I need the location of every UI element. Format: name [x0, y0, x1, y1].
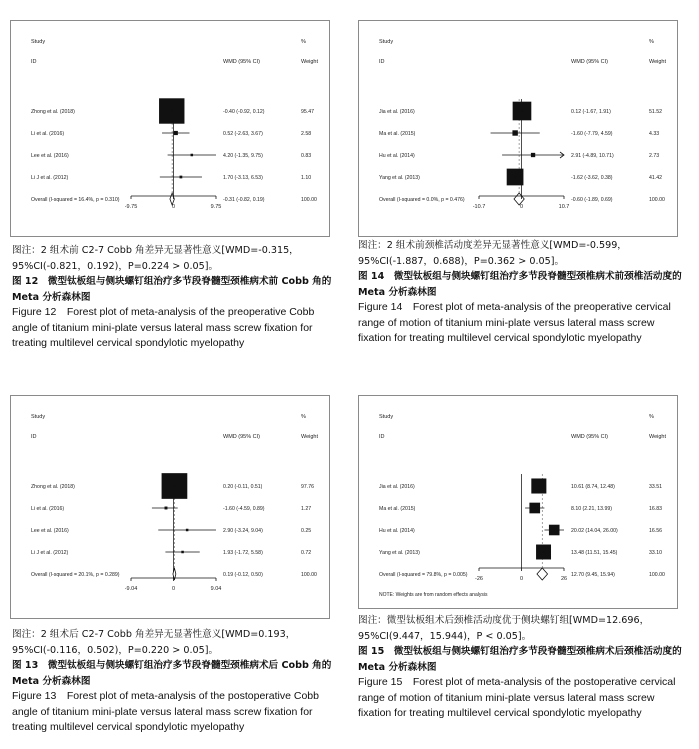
study-label: Li J et al. (2012)	[31, 175, 69, 181]
estimate-text: 2.91 (-4.89, 10.71)	[571, 153, 614, 159]
estimate-text: -1.60 (-7.79, 4.59)	[571, 131, 613, 137]
caption-note: 图注：2 组术前 C2-7 Cobb 角差异无显著性意义[WMD=-0.315，95%CI(-0.821，0.192)，P=0.224 > 0.05]。	[12, 245, 299, 272]
caption-en-title: Figure 13 Forest plot of meta-analysis of the postoperative Cobb angle of titanium mini-plate versus lateral mass screw fixation for treating multilevel cervical spondylotic myelopathy	[12, 690, 319, 733]
x-tick-label: 0	[171, 204, 176, 210]
study-label: Lee et al. (2016)	[31, 528, 69, 534]
weight-text: 95.47	[301, 109, 314, 115]
forest-plot-svg	[359, 21, 677, 236]
caption-zh-title: 图 14 微型钛板组与侧块螺钉组治疗多节段脊髓型颈椎病术前颈椎活动度的 Meta 分析森林图	[358, 271, 682, 298]
overall-estimate-text: -0.60 (-1.89, 0.69)	[571, 197, 613, 203]
point-estimate	[180, 176, 182, 178]
overall-diamond	[537, 568, 548, 580]
point-estimate	[553, 529, 555, 531]
header-id: ID	[31, 59, 37, 65]
overall-label: Overall (I-squared = 16.4%, p = 0.310)	[31, 197, 120, 203]
estimate-text: 8.10 (2.21, 13.99)	[571, 506, 612, 512]
weight-text: 16.56	[649, 528, 662, 534]
overall-label: Overall (I-squared = 79.8%, p = 0.005)	[379, 572, 468, 578]
header-id: ID	[379, 434, 385, 440]
weight-text: 33.10	[649, 550, 662, 556]
estimate-text: 2.90 (-3.24, 9.04)	[223, 528, 263, 534]
x-tick-label: 9.75	[210, 204, 222, 210]
estimate-text: 4.20 (-1.35, 9.75)	[223, 153, 263, 159]
weight-text: 0.72	[301, 550, 312, 556]
header-study: Study	[379, 39, 394, 45]
point-estimate	[532, 154, 534, 156]
overall-weight-text: 100.00	[301, 572, 317, 578]
study-label: Yang et al. (2013)	[379, 550, 420, 556]
estimate-text: 1.70 (-3.13, 6.53)	[223, 175, 263, 181]
overall-label: Overall (I-squared = 20.1%, p = 0.289)	[31, 572, 120, 578]
weight-text: 41.42	[649, 175, 662, 181]
caption-fig13	[12, 627, 337, 736]
estimate-text: 0.12 (-1.67, 1.91)	[571, 109, 611, 115]
header-pct: %	[649, 414, 654, 420]
study-label: Ma et al. (2015)	[379, 506, 416, 512]
caption-fig12	[12, 243, 337, 352]
study-label: Ma et al. (2015)	[379, 131, 416, 137]
study-label: Li et al. (2016)	[31, 506, 65, 512]
weight-text: 2.73	[649, 153, 660, 159]
overall-estimate-text: 12.70 (9.45, 15.94)	[571, 572, 615, 578]
estimate-text: 13.48 (11.51, 15.45)	[571, 550, 618, 556]
forest-plot-fig12	[10, 20, 330, 237]
point-estimate	[182, 551, 184, 553]
caption-note: 图注：微型钛板组术后颈椎活动度优于侧块螺钉组[WMD=12.696，95%CI(9.447，15.944)，P < 0.05]。	[358, 615, 650, 642]
point-estimate	[175, 132, 177, 134]
caption-note: 图注：2 组术前颈椎活动度差异无显著性意义[WMD=-0.599，95%CI(-1.887，0.688)，P=0.362 > 0.05]。	[358, 240, 627, 267]
study-label: Zhong et al. (2018)	[31, 109, 75, 115]
weight-text: 1.10	[301, 175, 312, 181]
header-pct: %	[649, 39, 654, 45]
plot-note: NOTE: Weights are from random effects analysis	[379, 592, 488, 598]
caption-en-title: Figure 12 Forest plot of meta-analysis of the preoperative Cobb angle of titanium mini-plate versus lateral mass screw fixation for treating multilevel cervical spondylotic myelopathy	[12, 306, 315, 349]
weight-text: 16.83	[649, 506, 662, 512]
forest-plot-fig14	[358, 20, 678, 237]
header-study: Study	[31, 414, 46, 420]
x-tick-label: -10.7	[472, 204, 486, 210]
header-pct: %	[301, 39, 306, 45]
weight-text: 4.33	[649, 131, 660, 137]
header-weight: Weight	[301, 434, 319, 440]
x-tick-label: 0	[519, 576, 524, 582]
point-estimate	[186, 529, 188, 531]
x-tick-label: 0	[171, 586, 176, 592]
point-estimate	[534, 507, 536, 509]
weight-text: 1.27	[301, 506, 312, 512]
estimate-text: 10.61 (8.74, 12.48)	[571, 484, 615, 490]
study-label: Hu et al. (2014)	[379, 528, 415, 534]
study-label: Zhong et al. (2018)	[31, 484, 75, 490]
point-estimate	[174, 485, 176, 487]
caption-fig14	[358, 238, 688, 347]
caption-zh-title: 图 13 微型钛板组与侧块螺钉组治疗多节段脊髓型颈椎病术后 Cobb 角的 Meta 分析森林图	[12, 660, 332, 687]
header-wmd: WMD (95% CI)	[571, 59, 608, 65]
header-weight: Weight	[301, 59, 319, 65]
point-estimate	[165, 507, 167, 509]
estimate-text: 20.02 (14.04, 26.00)	[571, 528, 618, 534]
weight-text: 33.51	[649, 484, 662, 490]
forest-plot-fig13	[10, 395, 330, 619]
study-label: Li J et al. (2012)	[31, 550, 69, 556]
header-pct: %	[301, 414, 306, 420]
point-estimate	[171, 110, 173, 112]
x-tick-label: 26	[560, 576, 568, 582]
point-estimate	[514, 132, 516, 134]
weight-text: 0.25	[301, 528, 312, 534]
study-label: Jia et al. (2016)	[379, 484, 415, 490]
header-study: Study	[31, 39, 46, 45]
x-tick-label: 9.04	[210, 586, 222, 592]
header-weight: Weight	[649, 59, 667, 65]
overall-weight-text: 100.00	[301, 197, 317, 203]
estimate-text: -1.60 (-4.59, 0.89)	[223, 506, 265, 512]
x-tick-label: -9.75	[124, 204, 138, 210]
header-wmd: WMD (95% CI)	[571, 434, 608, 440]
forest-plot-svg	[11, 396, 329, 618]
caption-en-title: Figure 14 Forest plot of meta-analysis of the preoperative cervical range of motion of titanium mini-plate versus lateral mass screw fixation for treating multilevel cervical spondylotic myelopathy	[358, 301, 671, 344]
overall-weight-text: 100.00	[649, 197, 665, 203]
study-label: Jia et al. (2016)	[379, 109, 415, 115]
header-wmd: WMD (95% CI)	[223, 434, 260, 440]
point-estimate	[191, 154, 193, 156]
header-id: ID	[379, 59, 385, 65]
estimate-text: -1.62 (-3.62, 0.38)	[571, 175, 613, 181]
overall-estimate-text: -0.31 (-0.82, 0.19)	[223, 197, 265, 203]
study-label: Li et al. (2016)	[31, 131, 65, 137]
x-tick-label: 10.7	[558, 204, 570, 210]
point-estimate	[514, 176, 516, 178]
x-tick-label: -26	[475, 576, 483, 582]
study-label: Hu et al. (2014)	[379, 153, 415, 159]
weight-text: 51.52	[649, 109, 662, 115]
caption-zh-title: 图 15 微型钛板组与侧块螺钉组治疗多节段脊髓型颈椎病术后颈椎活动度的 Meta 分析森林图	[358, 646, 682, 673]
estimate-text: 1.93 (-1.72, 5.58)	[223, 550, 263, 556]
estimate-text: 0.52 (-2.63, 3.67)	[223, 131, 263, 137]
point-estimate	[521, 110, 523, 112]
weight-text: 2.58	[301, 131, 312, 137]
x-tick-label: 0	[519, 204, 524, 210]
point-estimate	[543, 551, 545, 553]
estimate-text: -0.40 (-0.92, 0.12)	[223, 109, 265, 115]
point-estimate	[538, 485, 540, 487]
caption-en-title: Figure 15 Forest plot of meta-analysis of the postoperative cervical range of motion of titanium mini-plate versus lateral mass screw fixation for treating multilevel cervical spondylotic myelopathy	[358, 676, 676, 719]
forest-plot-fig15	[358, 395, 678, 609]
estimate-text: 0.20 (-0.11, 0.51)	[223, 484, 263, 490]
forest-plot-svg	[11, 21, 329, 236]
caption-fig15	[358, 613, 688, 722]
forest-plot-svg	[359, 396, 677, 608]
study-label: Yang et al. (2013)	[379, 175, 420, 181]
header-study: Study	[379, 414, 394, 420]
overall-estimate-text: 0.19 (-0.12, 0.50)	[223, 572, 263, 578]
caption-zh-title: 图 12 微型钛板组与侧块螺钉组治疗多节段脊髓型颈椎病术前 Cobb 角的 Meta 分析森林图	[12, 276, 332, 303]
weight-text: 0.83	[301, 153, 312, 159]
study-label: Lee et al. (2016)	[31, 153, 69, 159]
header-wmd: WMD (95% CI)	[223, 59, 260, 65]
overall-weight-text: 100.00	[649, 572, 665, 578]
x-tick-label: -9.04	[124, 586, 138, 592]
header-id: ID	[31, 434, 37, 440]
header-weight: Weight	[649, 434, 667, 440]
caption-note: 图注：2 组术后 C2-7 Cobb 角差异无显著性意义[WMD=0.193，95%CI(-0.116，0.502)，P=0.220 > 0.05]。	[12, 629, 296, 656]
weight-text: 97.76	[301, 484, 314, 490]
overall-label: Overall (I-squared = 0.0%, p = 0.476)	[379, 197, 465, 203]
